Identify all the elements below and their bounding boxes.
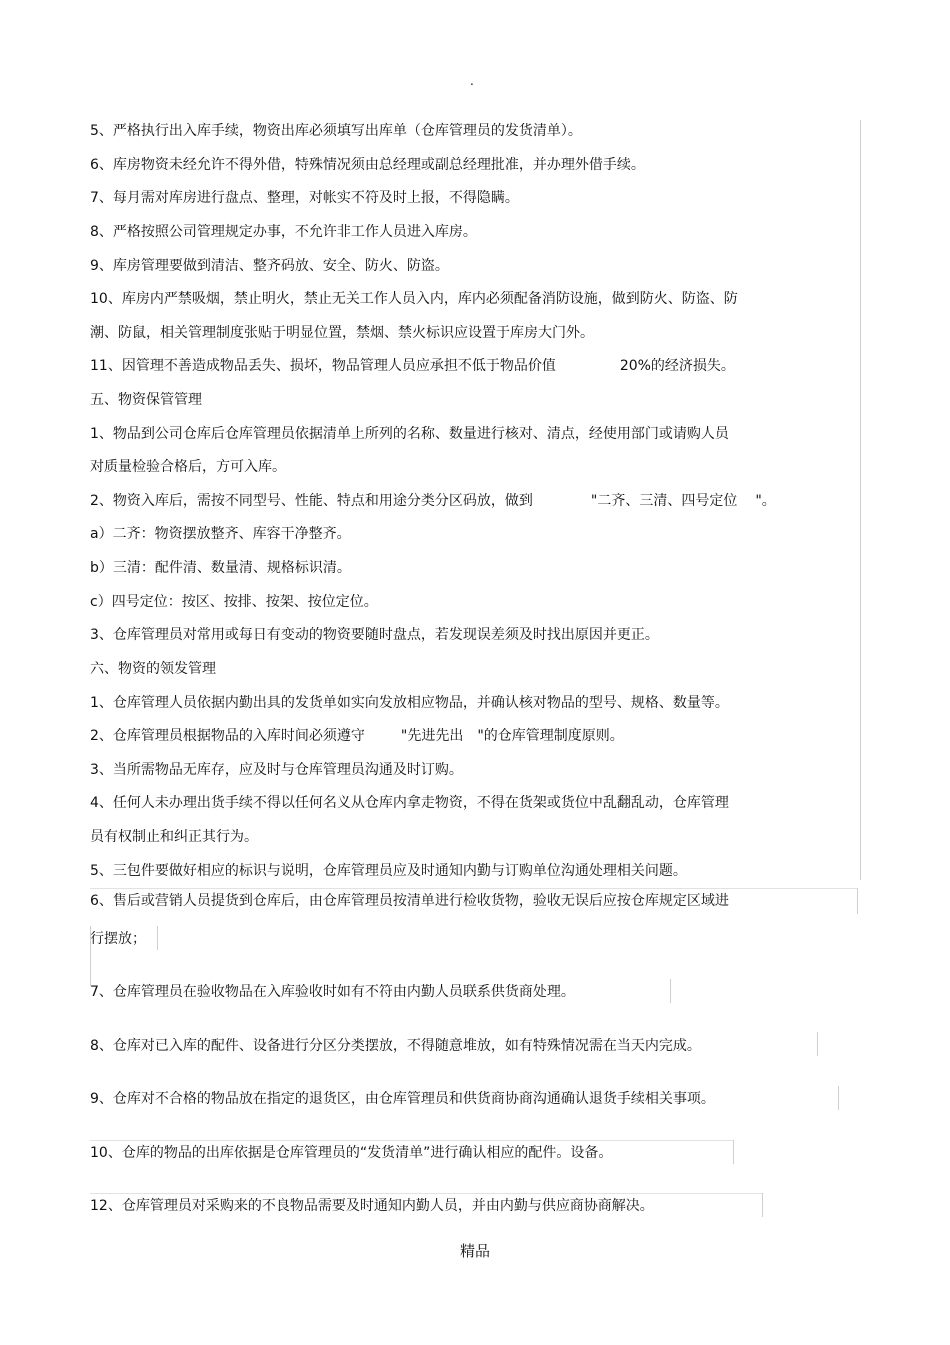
issue-rule-7: 7、仓库管理员在验收物品在入库验收时如有不符由内勤人员联系供货商处理。 (90, 984, 575, 1000)
rule-7: 7、每月需对库房进行盘点、整理，对帐实不符及时上报，不得隐瞒。 (90, 190, 519, 206)
storage-rule-1-line-1: 1、物品到公司仓库后仓库管理员依据清单上所列的名称、数量进行核对、清点，经使用部门或请购人员 (90, 426, 729, 442)
cell-border-8 (817, 1032, 818, 1056)
table-border-right (860, 120, 861, 880)
issue-rule-4-line-1: 4、任何人未办理出货手续不得以任何名义从仓库内拿走物资，不得在货架或货位中乱翻乱动，仓库管理 (90, 795, 729, 811)
storage-rule-1-line-2: 对质量检验合格后，方可入库。 (90, 459, 286, 475)
section-six-heading: 六、物资的领发管理 (90, 661, 216, 677)
issue-rule-2-quote: "先进先出 (400, 728, 464, 744)
rule-5: 5、严格执行出入库手续，物资出库必须填写出库单（仓库管理员的发货清单）。 (90, 123, 582, 139)
cell-border-left-6 (90, 926, 91, 986)
page-footer: 精品 (459, 1242, 490, 1260)
storage-item-c: c）四号定位：按区、按排、按架、按位定位。 (90, 594, 378, 610)
rule-11-amount: 20%的经济损失。 (619, 358, 735, 374)
cell-border-top-12 (90, 1193, 762, 1194)
rule-10-line-2: 潮、防鼠，相关管理制度张贴于明显位置，禁烟、禁火标识应设置于库房大门外。 (90, 325, 594, 341)
issue-rule-3: 3、当所需物品无库存，应及时与仓库管理员沟通及时订购。 (90, 762, 463, 778)
issue-rule-2 (90, 727, 624, 745)
storage-rule-2-quote-end: "。 (755, 493, 776, 509)
section-five-heading: 五、物资保管管理 (90, 392, 202, 408)
cell-border-6 (857, 888, 858, 914)
cell-border-6b (157, 926, 158, 950)
storage-item-a: a）二齐：物资摆放整齐、库容干净整齐。 (90, 526, 351, 542)
rule-10-line-1: 10、库房内严禁吸烟，禁止明火，禁止无关工作人员入内，库内必须配备消防设施，做到防火、防盗、防 (90, 291, 738, 307)
cell-border-12 (762, 1193, 763, 1217)
issue-rule-2-tail: "的仓库管理制度原则。 (477, 728, 624, 744)
storage-item-b: b）三清：配件清、数量清、规格标识清。 (90, 560, 351, 576)
rule-6: 6、库房物资未经允许不得外借，特殊情况须由总经理或副总经理批准，并办理外借手续。 (90, 157, 645, 173)
issue-rule-2-text: 2、仓库管理员根据物品的入库时间必须遵守 (90, 728, 365, 744)
cell-border-top-10 (90, 1140, 733, 1141)
rule-11 (90, 357, 735, 375)
cell-border-10 (733, 1140, 734, 1164)
cell-border-9 (838, 1086, 839, 1110)
issue-rule-10: 10、仓库的物品的出库依据是仓库管理员的“发货清单”进行确认相应的配件。设备。 (90, 1145, 613, 1161)
issue-rule-1: 1、仓库管理人员依据内勤出具的发货单如实向发放相应物品，并确认核对物品的型号、规格、数量等。 (90, 695, 729, 711)
storage-rule-3: 3、仓库管理员对常用或每日有变动的物资要随时盘点，若发现误差须及时找出原因并更正。 (90, 627, 659, 643)
header-mark: . (470, 74, 474, 88)
issue-rule-8: 8、仓库对已入库的配件、设备进行分区分类摆放，不得随意堆放，如有特殊情况需在当天内完成。 (90, 1038, 701, 1054)
cell-border-top-6 (90, 888, 858, 889)
rule-8: 8、严格按照公司管理规定办事，不允许非工作人员进入库房。 (90, 224, 477, 240)
issue-rule-12: 12、仓库管理员对采购来的不良物品需要及时通知内勤人员，并由内勤与供应商协商解决。 (90, 1198, 654, 1214)
storage-rule-2-text: 2、物资入库后，需按不同型号、性能、特点和用途分类分区码放，做到 (90, 493, 533, 509)
issue-rule-4-line-2: 员有权制止和纠正其行为。 (90, 829, 258, 845)
issue-rule-5: 5、三包件要做好相应的标识与说明，仓库管理员应及时通知内勤与订购单位沟通处理相关问题。 (90, 863, 687, 879)
cell-border-7 (670, 979, 671, 1003)
storage-rule-2 (90, 492, 776, 510)
issue-rule-6-line-1: 6、售后或营销人员提货到仓库后，由仓库管理员按清单进行检收货物，验收无误后应按仓库规定区域进 (90, 893, 729, 909)
rule-9: 9、库房管理要做到清洁、整齐码放、安全、防火、防盗。 (90, 258, 449, 274)
rule-11-text: 11、因管理不善造成物品丢失、损坏，物品管理人员应承担不低于物品价值 (90, 358, 556, 374)
issue-rule-9: 9、仓库对不合格的物品放在指定的退货区，由仓库管理员和供货商协商沟通确认退货手续相关事项。 (90, 1091, 715, 1107)
issue-rule-6-line-2: 行摆放； (90, 931, 146, 947)
storage-rule-2-quote: "二齐、三清、四号定位 (590, 493, 738, 509)
